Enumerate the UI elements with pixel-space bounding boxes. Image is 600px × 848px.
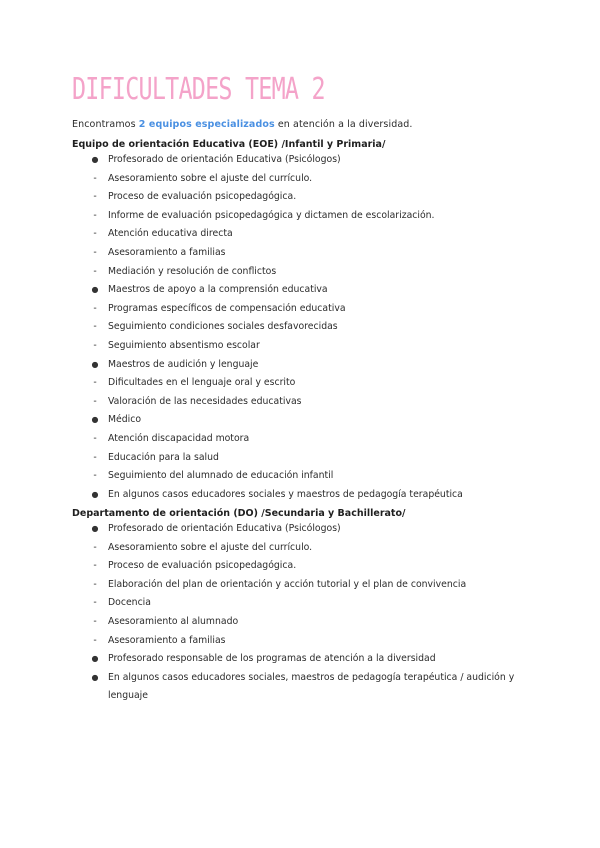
dash-marker: - xyxy=(93,578,97,590)
list-item-text: Asesoramiento sobre el ajuste del currículo. xyxy=(108,172,313,184)
dash-marker: - xyxy=(93,265,97,277)
list-item-text: Elaboración del plan de orientación y acción tutorial y el plan de convivencia xyxy=(108,578,467,590)
list-item-text: Docencia xyxy=(108,597,151,609)
list-item xyxy=(0,486,600,505)
bullet-icon: ● xyxy=(91,415,99,425)
list-item-text: Valoración de las necesidades educativas xyxy=(108,395,302,407)
list-item xyxy=(0,263,600,282)
list-item-text: Maestros de audición y lenguaje xyxy=(108,358,259,370)
list-item xyxy=(0,557,600,576)
list-item xyxy=(0,300,600,319)
list-item-text: Profesorado de orientación Educativa (Psicólogos) xyxy=(108,154,341,165)
bullet-icon: ● xyxy=(91,155,99,164)
intro-paragraph xyxy=(72,119,413,130)
list-item xyxy=(0,613,600,632)
list-item xyxy=(0,449,600,468)
dash-marker: - xyxy=(93,321,97,333)
list-item-text: Atención discapacidad motora xyxy=(108,432,250,444)
list-item xyxy=(0,356,600,375)
list-item xyxy=(0,188,600,207)
intro-highlight: 2 equipos especializados xyxy=(138,119,275,130)
dash-marker: - xyxy=(93,209,97,221)
list-item xyxy=(0,374,600,393)
do-list xyxy=(0,520,600,706)
dash-marker: - xyxy=(93,339,97,351)
list-item-text: Maestros de apoyo a la comprensión educativa xyxy=(108,284,328,296)
list-item xyxy=(0,539,600,558)
list-item xyxy=(0,337,600,356)
list-item-text: Seguimiento condiciones sociales desfavorecidas xyxy=(108,321,338,333)
dash-marker: - xyxy=(93,597,97,609)
dash-marker: - xyxy=(93,451,97,463)
page-title: DIFICULTADES TEMA 2 xyxy=(72,72,325,107)
list-item xyxy=(0,318,600,337)
section-heading-do: Departamento de orientación (DO) /Secundaria y Bachillerato/ xyxy=(72,508,406,519)
list-item-text: Informe de evaluación psicopedagógica y dictamen de escolarización. xyxy=(108,209,435,221)
bullet-icon: ● xyxy=(91,524,99,533)
dash-marker: - xyxy=(93,541,97,553)
dash-marker: - xyxy=(93,470,97,482)
list-item xyxy=(0,632,600,651)
list-item xyxy=(0,594,600,613)
list-item xyxy=(0,225,600,244)
list-item-text: Proceso de evaluación psicopedagógica. xyxy=(108,191,297,203)
list-item-text: Programas específicos de compensación educativa xyxy=(108,302,346,314)
list-item xyxy=(0,393,600,412)
dash-marker: - xyxy=(93,377,97,389)
list-item-text: Asesoramiento a familias xyxy=(108,246,226,258)
eoe-list xyxy=(0,151,600,504)
bullet-icon: ● xyxy=(91,672,99,682)
list-item xyxy=(0,669,600,706)
bullet-icon: ● xyxy=(91,285,99,295)
dash-marker: - xyxy=(93,191,97,203)
dash-marker: - xyxy=(93,395,97,407)
list-item-text: Seguimiento del alumnado de educación infantil xyxy=(108,470,334,482)
list-item-text: Profesorado responsable de los programas de atención a la diversidad xyxy=(108,653,436,665)
list-item-text: Dificultades en el lenguaje oral y escrito xyxy=(108,377,296,389)
dash-marker: - xyxy=(93,634,97,646)
list-item xyxy=(0,281,600,300)
list-item xyxy=(0,467,600,486)
list-item xyxy=(0,170,600,189)
dash-marker: - xyxy=(93,246,97,258)
list-item-text: Profesorado de orientación Educativa (Psicólogos) xyxy=(108,523,341,534)
list-item xyxy=(0,207,600,226)
list-item xyxy=(0,244,600,263)
dash-marker: - xyxy=(93,432,97,444)
list-item xyxy=(0,576,600,595)
dash-marker: - xyxy=(93,228,97,240)
list-item xyxy=(0,411,600,430)
list-item xyxy=(0,430,600,449)
list-item xyxy=(0,520,600,539)
list-item xyxy=(0,650,600,669)
list-item-text: Proceso de evaluación psicopedagógica. xyxy=(108,560,297,572)
intro-text-before: Encontramos xyxy=(72,119,139,130)
list-item xyxy=(0,151,600,170)
list-item-text: Educación para la salud xyxy=(108,451,219,463)
list-item-text: Seguimiento absentismo escolar xyxy=(108,339,260,351)
bullet-icon: ● xyxy=(91,359,99,369)
list-item-text: En algunos casos educadores sociales y maestros de pedagogía terapéutica xyxy=(108,488,463,500)
list-item-text: Asesoramiento al alumnado xyxy=(108,615,239,627)
bullet-icon: ● xyxy=(91,489,99,499)
list-item-text: Asesoramiento sobre el ajuste del currículo. xyxy=(108,541,313,553)
section-heading-eoe: Equipo de orientación Educativa (EOE) /Infantil y Primaria/ xyxy=(72,139,386,150)
list-item-text: Atención educativa directa xyxy=(108,228,233,240)
list-item-text: Asesoramiento a familias xyxy=(108,634,226,646)
dash-marker: - xyxy=(93,615,97,627)
dash-marker: - xyxy=(93,560,97,572)
list-item-text: Médico xyxy=(108,414,142,426)
dash-marker: - xyxy=(93,172,97,184)
list-item-text: Mediación y resolución de conflictos xyxy=(108,265,277,277)
list-item-text: En algunos casos educadores sociales, maestros de pedagogía terapéutica / audición y lenguaje xyxy=(108,671,515,702)
dash-marker: - xyxy=(93,302,97,314)
intro-text-after: en atención a la diversidad. xyxy=(274,119,413,130)
bullet-icon: ● xyxy=(91,654,99,664)
